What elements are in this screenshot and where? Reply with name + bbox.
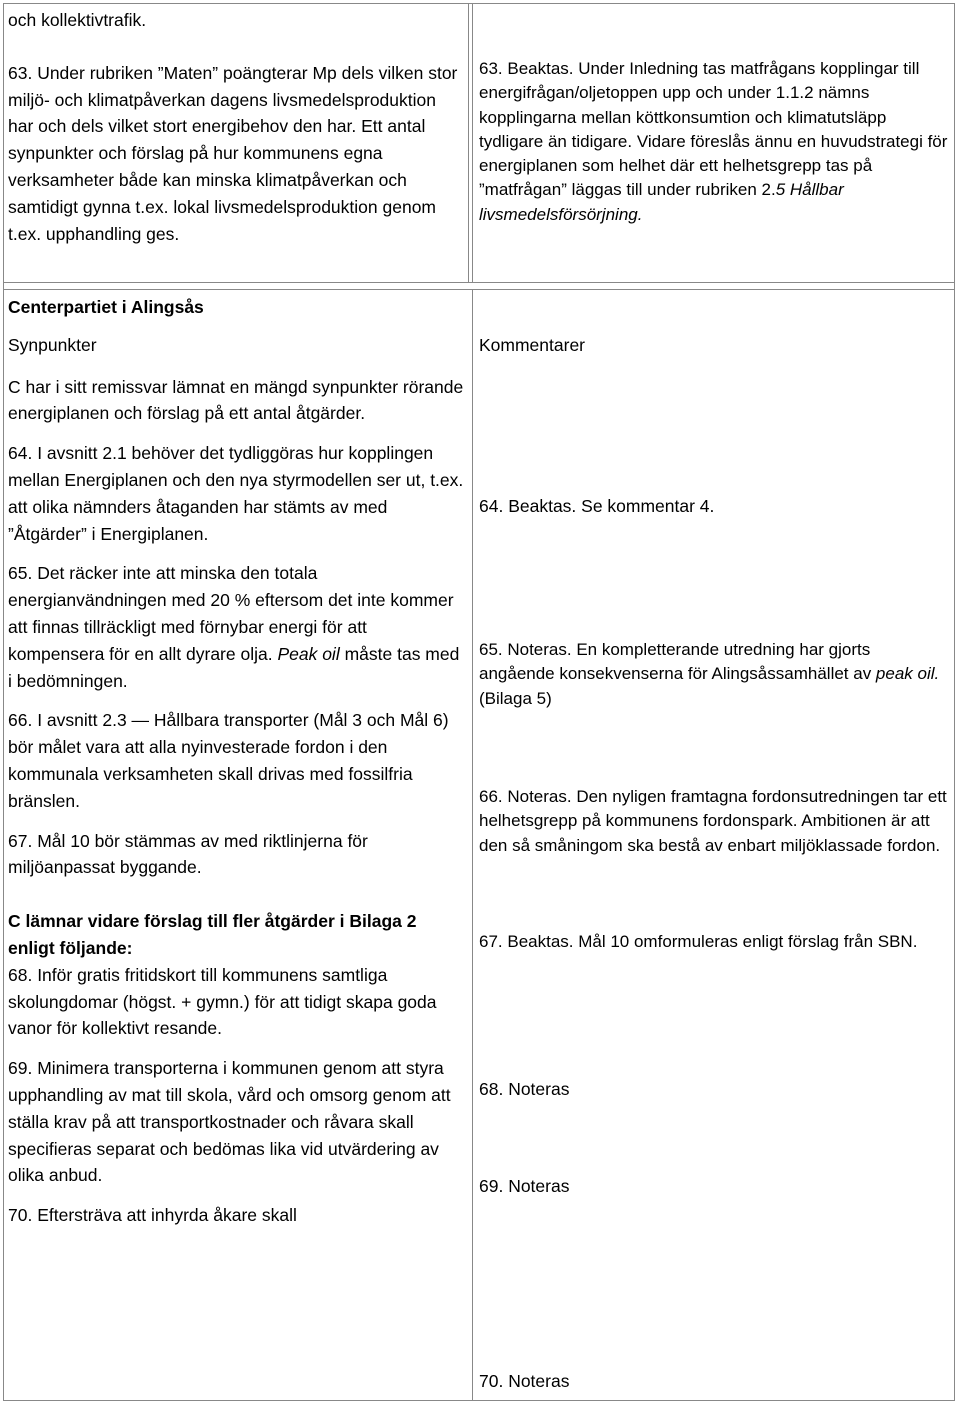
response-69: 69. Noteras [479,1176,570,1196]
kommentarer-heading: Kommentarer [479,335,586,355]
column-divider [472,289,473,1401]
row-divider [3,289,955,290]
comment-63: 63. Under rubriken ”Maten” poängterar Mp dels vilken stor miljö- och klimatpåverkan dagens livsmedelsproduktion har och dels vilket stort energibehov den har. Ett antal synpunkter och förslag på hur kommunens egna verksamheter både kan minska klimatpåverkan och samtidigt gynna t.ex. lokal livsmedelsproduktion genom t.ex. upphandling ges. [8,62,458,244]
comment-65: 65. Det räcker inte att minska den totala energianvändningen med 20 % eftersom det inte kommer att finnas tillräckligt med förnybar energi för att kompensera för en allt dyrare olja. Peak oil måste tas med i bedömningen. [8,563,460,691]
comment-68: 68. Inför gratis fritidskort till kommunens samtliga skolungdomar (högst. + gymn.) för att tidigt skapa goda vanor för kollektivt resande. [8,964,437,1039]
table-border-right [954,3,955,1401]
response-63: 63. Beaktas. Under Inledning tas matfrågans kopplingar till energifrågan/oljetoppen upp och under 1.1.2 nämns kopplingarna mellan köttkonsumtion och klimatutsläpp tydligare än tidigare. Vidare föreslås ännu en huvudstrategi för energiplanen som helhet där ett helhetsgrepp tas på ”matfrågan” läggas till under rubriken 2.5 Hållbar livsmedelsförsörjning. [479,59,948,224]
party-heading: Centerpartiet i Alingsås [8,297,204,317]
bilaga-heading: C lämnar vidare förslag till fler åtgärder i Bilaga 2 enligt följande: [8,911,417,958]
table-border-left [3,3,4,1401]
continued-text: och kollektivtrafik. [8,10,147,30]
table-border-bottom [3,1400,955,1401]
comment-69: 69. Minimera transporterna i kommunen genom att styra upphandling av mat till skola, vård och omsorg genom att ställa krav på att transportkostnader och råvara skall specifieras separat och bedömas lika vid utvärdering av olika anbud. [8,1058,451,1186]
response-67: 67. Beaktas. Mål 10 omformuleras enligt förslag från SBN. [479,932,918,951]
response-70: 70. Noteras [479,1371,570,1391]
response-66: 66. Noteras. Den nyligen framtagna fordonsutredningen tar ett helhetsgrepp på kommunens fordonspark. Ambitionen är att den så småningom ska bestå av enbart miljöklassade fordon. [479,787,947,855]
right-cell-upper [479,57,949,227]
column-divider [468,3,469,282]
comment-70: 70. Eftersträva att inhyrda åkare skall [8,1205,297,1226]
column-divider [472,3,473,282]
comment-67: 67. Mål 10 bör stämmas av med riktlinjerna för miljöanpassat byggande. [8,830,368,878]
row-divider [3,282,955,283]
response-68: 68. Noteras [479,1079,570,1099]
response-65: 65. Noteras. En kompletterande utredning har gjorts angående konsekvenserna för Alingsåssamhället av peak oil. (Bilaga 5) [479,640,940,708]
left-cell-lower [8,294,464,1229]
intro-text: C har i sitt remissvar lämnat en mängd synpunkter rörande energiplanen och förslag på ett antal åtgärder. [8,376,464,424]
response-64: 64. Beaktas. Se kommentar 4. [479,496,715,516]
left-cell-upper [8,7,460,247]
comment-66: 66. I avsnitt 2.3 — Hållbara transporter (Mål 3 och Mål 6) bör målet vara att alla nyinvesterade fordon i den kommunala verksamheten skall drivas med fossilfria bränslen. [8,710,449,811]
synpunkter-heading: Synpunkter [8,334,97,355]
table-border-top [3,3,955,4]
comment-64: 64. I avsnitt 2.1 behöver det tydliggöras hur kopplingen mellan Energiplanen och den nya styrmodellen ser ut, t.ex. att olika nämnders åtaganden har stämts av med ”Åtgärder” i Energiplanen. [8,443,464,544]
